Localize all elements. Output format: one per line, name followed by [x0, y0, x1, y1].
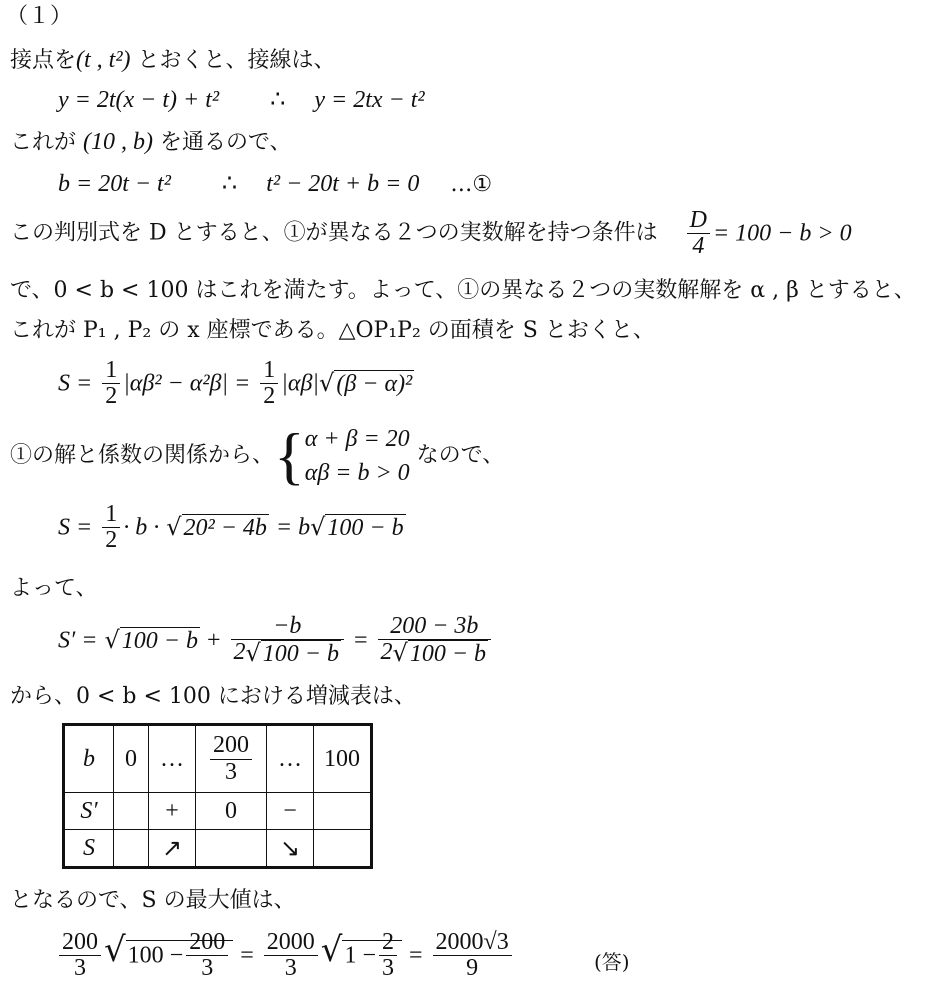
lhs: S′ = [58, 627, 98, 654]
sqrt [104, 625, 200, 654]
fraction [210, 733, 252, 784]
text: ①の解と係数の関係から、 [10, 443, 275, 468]
numerator: 1 [260, 358, 278, 384]
table-cell: S [64, 830, 114, 868]
table-cell: b [64, 725, 114, 793]
point: (t , t²) [76, 47, 131, 73]
sqrt [104, 930, 233, 981]
table-row [64, 793, 372, 830]
therefore: ∴ [221, 171, 238, 197]
line-7: これが P₁ , P₂ の x 座標である。△OP₁P₂ の面積を S とおくと、 [10, 318, 655, 343]
sqrt [310, 515, 406, 540]
fraction [264, 930, 318, 981]
table-cell: 100 [314, 725, 372, 793]
table-cell [114, 793, 149, 830]
plus: + [206, 627, 221, 654]
expression: |αβ² − α²β| = [123, 370, 251, 397]
table-cell: ↘ [267, 830, 314, 868]
table-cell [114, 830, 149, 868]
denominator: 2 [263, 383, 276, 410]
discriminant-line [10, 208, 852, 259]
brace: { [274, 420, 305, 491]
numerator: −b [231, 614, 345, 640]
denominator: 3 [225, 758, 237, 785]
numerator: 200 [210, 733, 252, 759]
denominator: 2√100 − b [233, 638, 339, 667]
radicand: 20² − 4b [183, 515, 267, 542]
fraction [102, 502, 120, 553]
denominator: 2√100 − b [380, 638, 487, 667]
tangent-equation [58, 88, 425, 112]
denominator: 9 [466, 955, 479, 982]
expression: = b [275, 514, 311, 541]
ref: …① [450, 172, 493, 197]
condition: = 100 − b > 0 [712, 220, 852, 247]
fraction [433, 930, 512, 981]
table-cell: − [267, 793, 314, 830]
area-formula-2 [58, 502, 406, 553]
table-cell: ↗ [149, 830, 196, 868]
radicand: 100 − $\frac{200}{3}$ [126, 940, 234, 967]
therefore: ∴ [270, 87, 286, 113]
table-cell: … [267, 725, 314, 793]
denominator: 3 [284, 955, 297, 982]
radicand: 100 − b [327, 515, 404, 542]
heading: （１） [6, 4, 73, 29]
max-intro: となるので、S の最大値は、 [10, 888, 296, 913]
vieta-line [10, 422, 504, 490]
table-cell [196, 830, 267, 868]
area-formula-1 [58, 358, 414, 409]
equals: = [240, 942, 254, 969]
yotte: よって、 [10, 576, 98, 601]
line-tangent-intro [10, 48, 336, 72]
denominator: 2 [105, 383, 118, 410]
row: α + β = 20 [304, 426, 410, 452]
table-cell [314, 830, 372, 868]
expression: |αβ| [281, 370, 320, 397]
lhs: S = [58, 370, 93, 397]
numerator: 2000√3 [433, 930, 512, 956]
point: (10 , b) [83, 129, 153, 155]
table-cell: 0 [196, 793, 267, 830]
sqrt [321, 930, 402, 981]
numerator: 2000 [264, 930, 318, 956]
increase-decrease-table [62, 723, 373, 869]
fraction [102, 358, 120, 409]
lhs: S = [58, 514, 93, 541]
equation-b [58, 172, 492, 196]
text: これが [10, 130, 83, 155]
fraction [378, 614, 492, 667]
denominator: 4 [692, 233, 705, 260]
line-6: で、0 < b < 100 はこれを満たす。よって、①の異なる２つの実数解解を α , β とすると、 [10, 278, 916, 303]
table-cell [196, 725, 267, 793]
eq: t² − 20t + b = 0 [266, 171, 420, 197]
line-passes [10, 130, 292, 154]
radicand: (β − α)² [336, 371, 413, 398]
eq: y = 2t(x − t) + t² [58, 87, 220, 113]
final-result [56, 930, 515, 981]
numerator: 200 [59, 930, 101, 956]
table-cell: + [149, 793, 196, 830]
radical-sign: √ [104, 625, 120, 654]
radicand: 100 − b [121, 627, 198, 654]
row: αβ = b > 0 [304, 460, 410, 486]
radicand: 1 − $\frac{2}{3}$ [342, 940, 402, 967]
radical-sign: √ [320, 930, 343, 971]
denominator: 3 [74, 955, 86, 982]
equals: = [354, 627, 368, 654]
expression: · b · [123, 514, 160, 541]
text: とおくと、接線は、 [130, 48, 336, 73]
text: を通るので、 [152, 130, 292, 155]
numerator: 1 [102, 358, 120, 384]
sqrt [166, 515, 269, 540]
table-row [64, 830, 372, 868]
table-row [64, 725, 372, 793]
fraction [260, 358, 278, 409]
fraction [59, 930, 101, 981]
table-cell: … [149, 725, 196, 793]
table-intro: から、0 < b < 100 における増減表は、 [10, 684, 416, 709]
derivative [58, 614, 494, 667]
table-cell: S′ [64, 793, 114, 830]
numerator: D [687, 208, 710, 234]
sqrt [319, 371, 414, 396]
text: なので、 [409, 443, 505, 468]
equals: = [408, 942, 423, 969]
radical-sign: √ [166, 513, 182, 542]
numerator: 200 − 3b [378, 614, 492, 640]
table-cell [314, 793, 372, 830]
denominator: 2 [105, 527, 118, 554]
table-cell: 0 [114, 725, 149, 793]
radical-sign: √ [310, 513, 326, 542]
eq: b = 20t − t² [58, 171, 171, 197]
numerator: 1 [102, 502, 120, 528]
fraction [687, 208, 710, 259]
radical-sign: √ [104, 930, 126, 971]
system [305, 422, 410, 490]
fraction [231, 614, 345, 667]
radical-sign: √ [319, 369, 335, 398]
text: 接点を [10, 48, 77, 73]
answer-mark: (答) [594, 950, 630, 974]
text: この判別式を D とすると、①が異なる２つの実数解を持つ条件は [10, 220, 658, 246]
eq: y = 2tx − t² [314, 87, 425, 113]
